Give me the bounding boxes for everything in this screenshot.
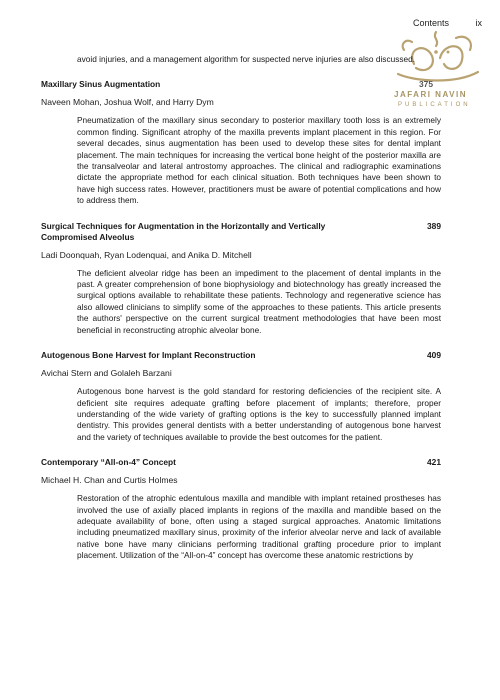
toc-entry-heading — [41, 457, 441, 468]
article-authors: Naveen Mohan, Joshua Wolf, and Harry Dym — [41, 97, 214, 108]
toc-entry-heading — [41, 79, 441, 90]
toc-entry-heading — [41, 221, 441, 243]
article-title[interactable]: Maxillary Sinus Augmentation — [41, 79, 161, 90]
article-authors: Ladi Doonquah, Ryan Lodenquai, and Anika D. Mitchell — [41, 249, 252, 260]
article-authors: Avichai Stern and Golaleh Barzani — [41, 368, 172, 379]
watermark-name: JAFARI NAVIN — [394, 90, 467, 99]
article-page-number[interactable]: 421 — [427, 457, 441, 468]
article-abstract: The deficient alveolar ridge has been an impediment to the placement of dental implants in the past. A greater comprehension of bone biophysiology and biotechnology has greatly increased the surgical options available to rehabilitate these patients. Technology and regenerative science has also allowed clinicians to simplify some of the approaches to these patients. This article presents the authors' perspective on the current surgical treatment methodologies that have been most beneficial in reconstructing atrophic alveolar bone. — [77, 267, 441, 335]
toc-entry — [41, 457, 441, 561]
article-abstract: Autogenous bone harvest is the gold standard for restoring deficiencies of the recipient site. A deficient site requires adequate grafting before placement of implants; therefore, proper understanding of the wide variety of grafting options is the key to successfully planned implant dentistry. This provides general dentists with a better understanding of autogenous bone harvest and the variety of techniques available to provide the best outcomes for the patient. — [77, 386, 441, 442]
article-title[interactable]: Contemporary “All-on-4” Concept — [41, 457, 176, 468]
article-page-number[interactable]: 389 — [427, 220, 441, 231]
page-number: ix — [475, 18, 482, 28]
toc-entry — [41, 350, 441, 443]
running-head-title: Contents — [412, 18, 449, 28]
article-page-number[interactable]: 375 — [419, 79, 433, 90]
intro-paragraph: avoid injuries, and a management algorithm for suspected nerve injuries are also discussed. — [77, 54, 416, 64]
toc-entry-heading — [41, 350, 441, 361]
article-title[interactable]: Surgical Techniques for Augmentation in the Horizontally and Vertically Compromised Alveolus — [41, 220, 326, 242]
article-abstract: Pneumatization of the maxillary sinus secondary to posterior maxillary tooth loss is an extremely common finding. Significant atrophy of the maxilla prevents implant placement in this region. For several decades, sinus augmentation has been used to develop these sites for dental implant placement. The main techniques for increasing the vertical bone height of the posterior maxilla are the transalveolar and lateral antrostomy approaches. The clinical and radiographic examinations dictate the appropriate method for each clinical situation. Both techniques have been shown to have high success rates. However, practitioners must be aware of potential complications and how to address them. — [77, 115, 441, 206]
article-page-number[interactable]: 409 — [427, 350, 441, 361]
article-title[interactable]: Autogenous Bone Harvest for Implant Reconstruction — [41, 350, 256, 361]
toc-entry — [41, 79, 441, 206]
article-abstract: Restoration of the atrophic edentulous maxilla and mandible with implant retained prostheses has involved the use of axially placed implants in regions of the maxilla and mandible based on the adequate availability of bone, often using a staged surgical approaches. Anatomic limitations including pneumatized maxillary sinus, proximity of the inferior alveolar nerve and lack of available native bone have many clinicians performing traditional grafting procedure prior to implant placement. Utilization of the “All-on-4” concept has overcome these anatomic restrictions by — [77, 493, 441, 561]
page-header — [413, 18, 482, 28]
contents-body — [41, 54, 441, 562]
article-authors: Michael H. Chan and Curtis Holmes — [41, 475, 178, 486]
toc-entry — [41, 221, 441, 336]
watermark-sub: PUBLICATION — [398, 102, 471, 108]
